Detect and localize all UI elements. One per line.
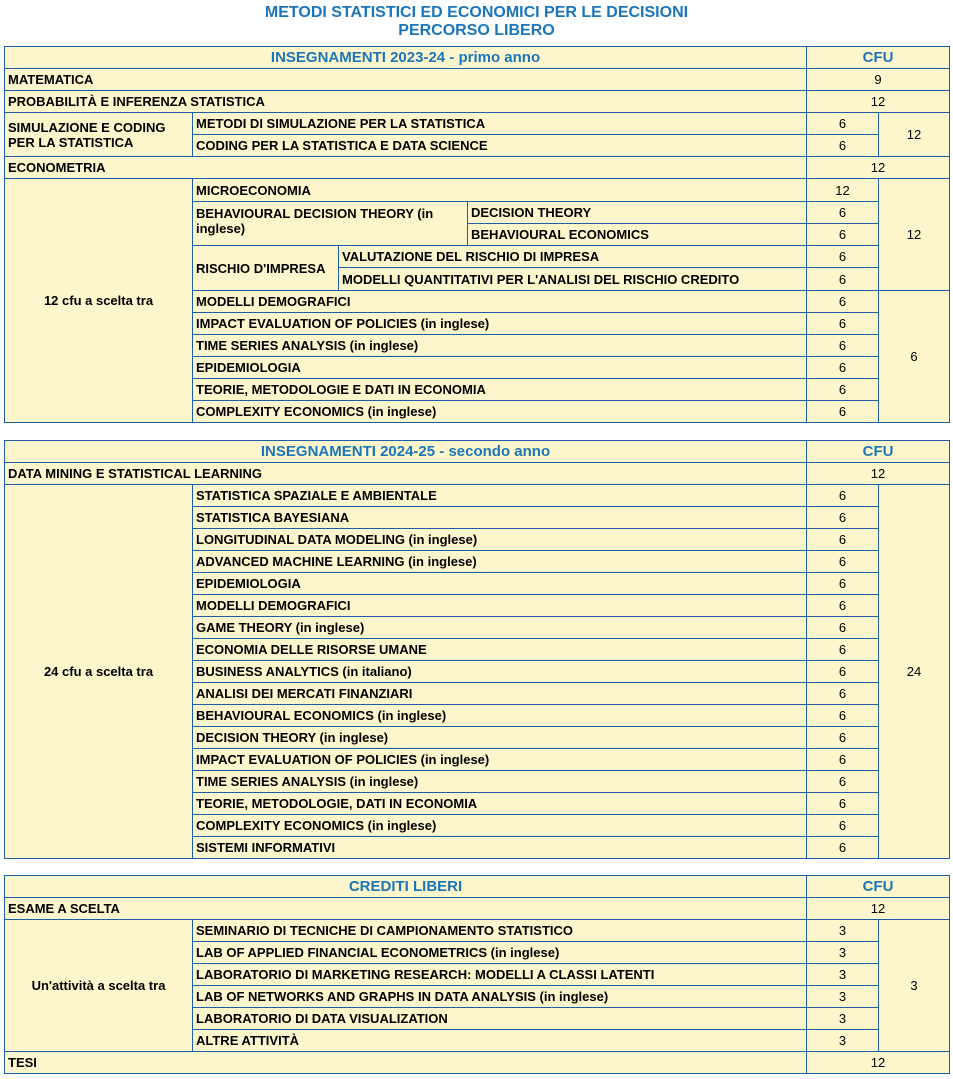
table-row <box>5 485 950 507</box>
course-name: LAB OF APPLIED FINANCIAL ECONOMETRICS (in inglese) <box>193 942 807 964</box>
course-name: MICROECONOMIA <box>193 179 807 202</box>
course-name: ESAME A SCELTA <box>5 898 807 920</box>
choice-label: Un'attività a scelta tra <box>5 920 193 1052</box>
course-cfu: 6 <box>807 507 879 529</box>
course-name: CODING PER LA STATISTICA E DATA SCIENCE <box>193 135 807 157</box>
group-label: RISCHIO D'IMPRESA <box>193 246 339 291</box>
course-cfu: 3 <box>807 1030 879 1052</box>
table-row <box>5 69 950 91</box>
cfu-header: CFU <box>807 47 950 69</box>
course-cfu: 6 <box>807 815 879 837</box>
course-cfu: 6 <box>807 401 879 423</box>
course-cfu: 6 <box>807 379 879 401</box>
course-name: EPIDEMIOLOGIA <box>193 357 807 379</box>
course-cfu: 6 <box>807 246 879 268</box>
course-cfu: 6 <box>807 357 879 379</box>
course-cfu: 3 <box>807 986 879 1008</box>
course-name: LONGITUDINAL DATA MODELING (in inglese) <box>193 529 807 551</box>
course-name: BEHAVIOURAL ECONOMICS <box>468 224 807 246</box>
table-row <box>5 898 950 920</box>
group-label: BEHAVIOURAL DECISION THEORY (in inglese) <box>193 202 468 246</box>
course-name: DECISION THEORY <box>468 202 807 224</box>
table-row <box>5 179 950 202</box>
year1-table <box>4 46 950 423</box>
course-cfu: 12 <box>807 91 950 113</box>
course-cfu: 12 <box>807 898 950 920</box>
crediti-table <box>4 875 950 1074</box>
table-row <box>5 113 950 135</box>
course-cfu: 6 <box>807 135 879 157</box>
crediti-header: CREDITI LIBERI <box>5 876 807 898</box>
group-total-cfu: 24 <box>879 485 950 859</box>
course-cfu: 3 <box>807 920 879 942</box>
choice-label: 12 cfu a scelta tra <box>5 179 193 423</box>
group-total-cfu: 12 <box>879 179 950 291</box>
course-cfu: 6 <box>807 529 879 551</box>
year2-header: INSEGNAMENTI 2024-25 - secondo anno <box>5 441 807 463</box>
course-name: TIME SERIES ANALYSIS (in inglese) <box>193 771 807 793</box>
course-name: TESI <box>5 1052 807 1074</box>
course-name: LABORATORIO DI MARKETING RESEARCH: MODELLI A CLASSI LATENTI <box>193 964 807 986</box>
table-row <box>5 157 950 179</box>
course-cfu: 6 <box>807 551 879 573</box>
course-name: ECONOMIA DELLE RISORSE UMANE <box>193 639 807 661</box>
course-cfu: 6 <box>807 485 879 507</box>
course-cfu: 6 <box>807 224 879 246</box>
year1-header: INSEGNAMENTI 2023-24 - primo anno <box>5 47 807 69</box>
course-cfu: 6 <box>807 683 879 705</box>
course-name: DATA MINING E STATISTICAL LEARNING <box>5 463 807 485</box>
course-cfu: 6 <box>807 793 879 815</box>
course-name: DECISION THEORY (in inglese) <box>193 727 807 749</box>
course-name: COMPLEXITY ECONOMICS (in inglese) <box>193 815 807 837</box>
course-cfu: 6 <box>807 268 879 291</box>
course-cfu: 6 <box>807 639 879 661</box>
course-cfu: 6 <box>807 573 879 595</box>
course-cfu: 9 <box>807 69 950 91</box>
course-name: IMPACT EVALUATION OF POLICIES (in inglese) <box>193 313 807 335</box>
course-cfu: 12 <box>807 463 950 485</box>
year2-table <box>4 440 950 859</box>
course-cfu: 3 <box>807 1008 879 1030</box>
course-name: TIME SERIES ANALYSIS (in inglese) <box>193 335 807 357</box>
course-name: ALTRE ATTIVITÀ <box>193 1030 807 1052</box>
course-name: LAB OF NETWORKS AND GRAPHS IN DATA ANALYSIS (in inglese) <box>193 986 807 1008</box>
course-cfu: 12 <box>807 1052 950 1074</box>
table-row <box>5 920 950 942</box>
group-total-cfu: 12 <box>879 113 950 157</box>
course-name: BEHAVIOURAL ECONOMICS (in inglese) <box>193 705 807 727</box>
course-name: SISTEMI INFORMATIVI <box>193 837 807 859</box>
course-name: MODELLI DEMOGRAFICI <box>193 595 807 617</box>
course-name: EPIDEMIOLOGIA <box>193 573 807 595</box>
course-name: STATISTICA SPAZIALE E AMBIENTALE <box>193 485 807 507</box>
group-total-cfu: 6 <box>879 291 950 423</box>
course-cfu: 6 <box>807 335 879 357</box>
course-cfu: 6 <box>807 291 879 313</box>
course-name: MODELLI QUANTITATIVI PER L'ANALISI DEL RISCHIO CREDITO <box>339 268 807 291</box>
course-cfu: 6 <box>807 749 879 771</box>
course-cfu: 12 <box>807 157 950 179</box>
course-cfu: 6 <box>807 837 879 859</box>
cfu-header: CFU <box>807 876 950 898</box>
course-cfu: 6 <box>807 113 879 135</box>
choice-label: 24 cfu a scelta tra <box>5 485 193 859</box>
course-cfu: 6 <box>807 771 879 793</box>
group-total-cfu: 3 <box>879 920 950 1052</box>
course-cfu: 6 <box>807 595 879 617</box>
course-name: MATEMATICA <box>5 69 807 91</box>
course-cfu: 6 <box>807 727 879 749</box>
course-name: ANALISI DEI MERCATI FINANZIARI <box>193 683 807 705</box>
course-name: ECONOMETRIA <box>5 157 807 179</box>
course-cfu: 6 <box>807 705 879 727</box>
course-name: TEORIE, METODOLOGIE E DATI IN ECONOMIA <box>193 379 807 401</box>
table-row <box>5 1052 950 1074</box>
course-cfu: 3 <box>807 942 879 964</box>
cfu-header: CFU <box>807 441 950 463</box>
course-name: COMPLEXITY ECONOMICS (in inglese) <box>193 401 807 423</box>
course-name: GAME THEORY (in inglese) <box>193 617 807 639</box>
course-cfu: 12 <box>807 179 879 202</box>
course-name: BUSINESS ANALYTICS (in italiano) <box>193 661 807 683</box>
course-name: LABORATORIO DI DATA VISUALIZATION <box>193 1008 807 1030</box>
course-name: IMPACT EVALUATION OF POLICIES (in inglese) <box>193 749 807 771</box>
course-name: METODI DI SIMULAZIONE PER LA STATISTICA <box>193 113 807 135</box>
course-name: TEORIE, METODOLOGIE, DATI IN ECONOMIA <box>193 793 807 815</box>
course-cfu: 6 <box>807 617 879 639</box>
course-cfu: 6 <box>807 661 879 683</box>
course-cfu: 6 <box>807 202 879 224</box>
course-cfu: 6 <box>807 313 879 335</box>
page-title-line1: METODI STATISTICI ED ECONOMICI PER LE DECISIONI <box>264 4 689 21</box>
course-name: ADVANCED MACHINE LEARNING (in inglese) <box>193 551 807 573</box>
group-label: SIMULAZIONE E CODING PER LA STATISTICA <box>5 113 193 157</box>
course-name: SEMINARIO DI TECNICHE DI CAMPIONAMENTO STATISTICO <box>193 920 807 942</box>
course-name: PROBABILITÀ E INFERENZA STATISTICA <box>5 91 807 113</box>
course-name: STATISTICA BAYESIANA <box>193 507 807 529</box>
course-name: MODELLI DEMOGRAFICI <box>193 291 807 313</box>
table-row <box>5 91 950 113</box>
course-name: VALUTAZIONE DEL RISCHIO DI IMPRESA <box>339 246 807 268</box>
page-title-line2: PERCORSO LIBERO <box>398 22 555 39</box>
course-cfu: 3 <box>807 964 879 986</box>
table-row <box>5 463 950 485</box>
